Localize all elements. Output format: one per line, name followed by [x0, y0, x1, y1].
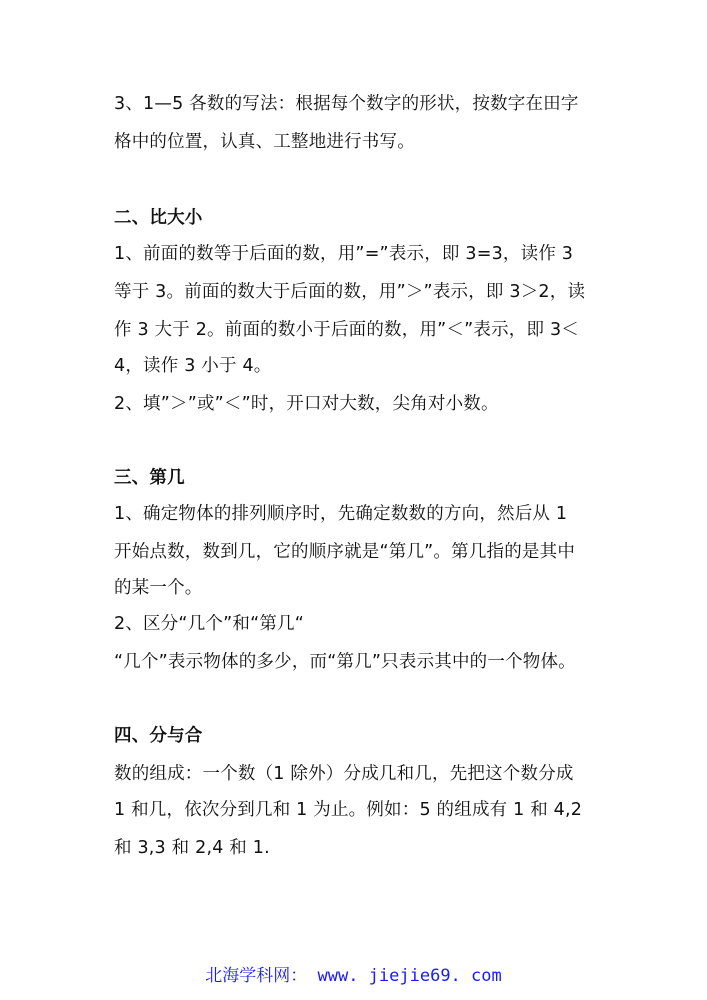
footer-watermark: 北海学科网： www. jiejie69. com — [205, 966, 502, 986]
section1-item3-line1: 3、1—5 各数的写法：根据每个数字的形状，按数字在田字 — [114, 94, 579, 114]
section3-item1-line1: 1、确定物体的排列顺序时，先确定数数的方向，然后从 1 — [114, 504, 568, 524]
section2-item1-line1: 1、前面的数等于后面的数，用”=”表示，即 3=3，读作 3 — [114, 244, 574, 264]
section4-heading: 四、分与合 — [114, 726, 203, 746]
section3-heading: 三、第几 — [114, 468, 185, 488]
section3-item2-line1: 2、区分“几个”和“第几“ — [114, 614, 304, 634]
section2-heading: 二、比大小 — [114, 208, 203, 228]
section1-item3-line2: 格中的位置，认真、工整地进行书写。 — [114, 132, 415, 152]
section4-line2: 1 和几，依次分到几和 1 为止。例如：5 的组成有 1 和 4,2 — [114, 800, 583, 820]
section3-item2-line2: “几个”表示物体的多少，而“第几”只表示其中的一个物体。 — [114, 652, 576, 672]
section4-line1: 数的组成：一个数（1 除外）分成几和几，先把这个数分成 — [114, 764, 574, 784]
section4-line3: 和 3,3 和 2,4 和 1. — [114, 838, 270, 858]
section3-item1-line2: 开始点数，数到几，它的顺序就是“第几”。第几指的是其中 — [114, 542, 576, 562]
section2-item2-line1: 2、填”＞”或”＜”时，开口对大数，尖角对小数。 — [114, 394, 499, 414]
section3-item1-line3: 的某一个。 — [114, 578, 203, 598]
section2-item1-line4: 4，读作 3 小于 4。 — [114, 356, 272, 376]
section2-item1-line3: 作 3 大于 2。前面的数小于后面的数，用”＜”表示，即 3＜ — [114, 320, 579, 340]
section2-item1-line2: 等于 3。前面的数大于后面的数，用”＞”表示，即 3＞2，读 — [114, 282, 586, 302]
